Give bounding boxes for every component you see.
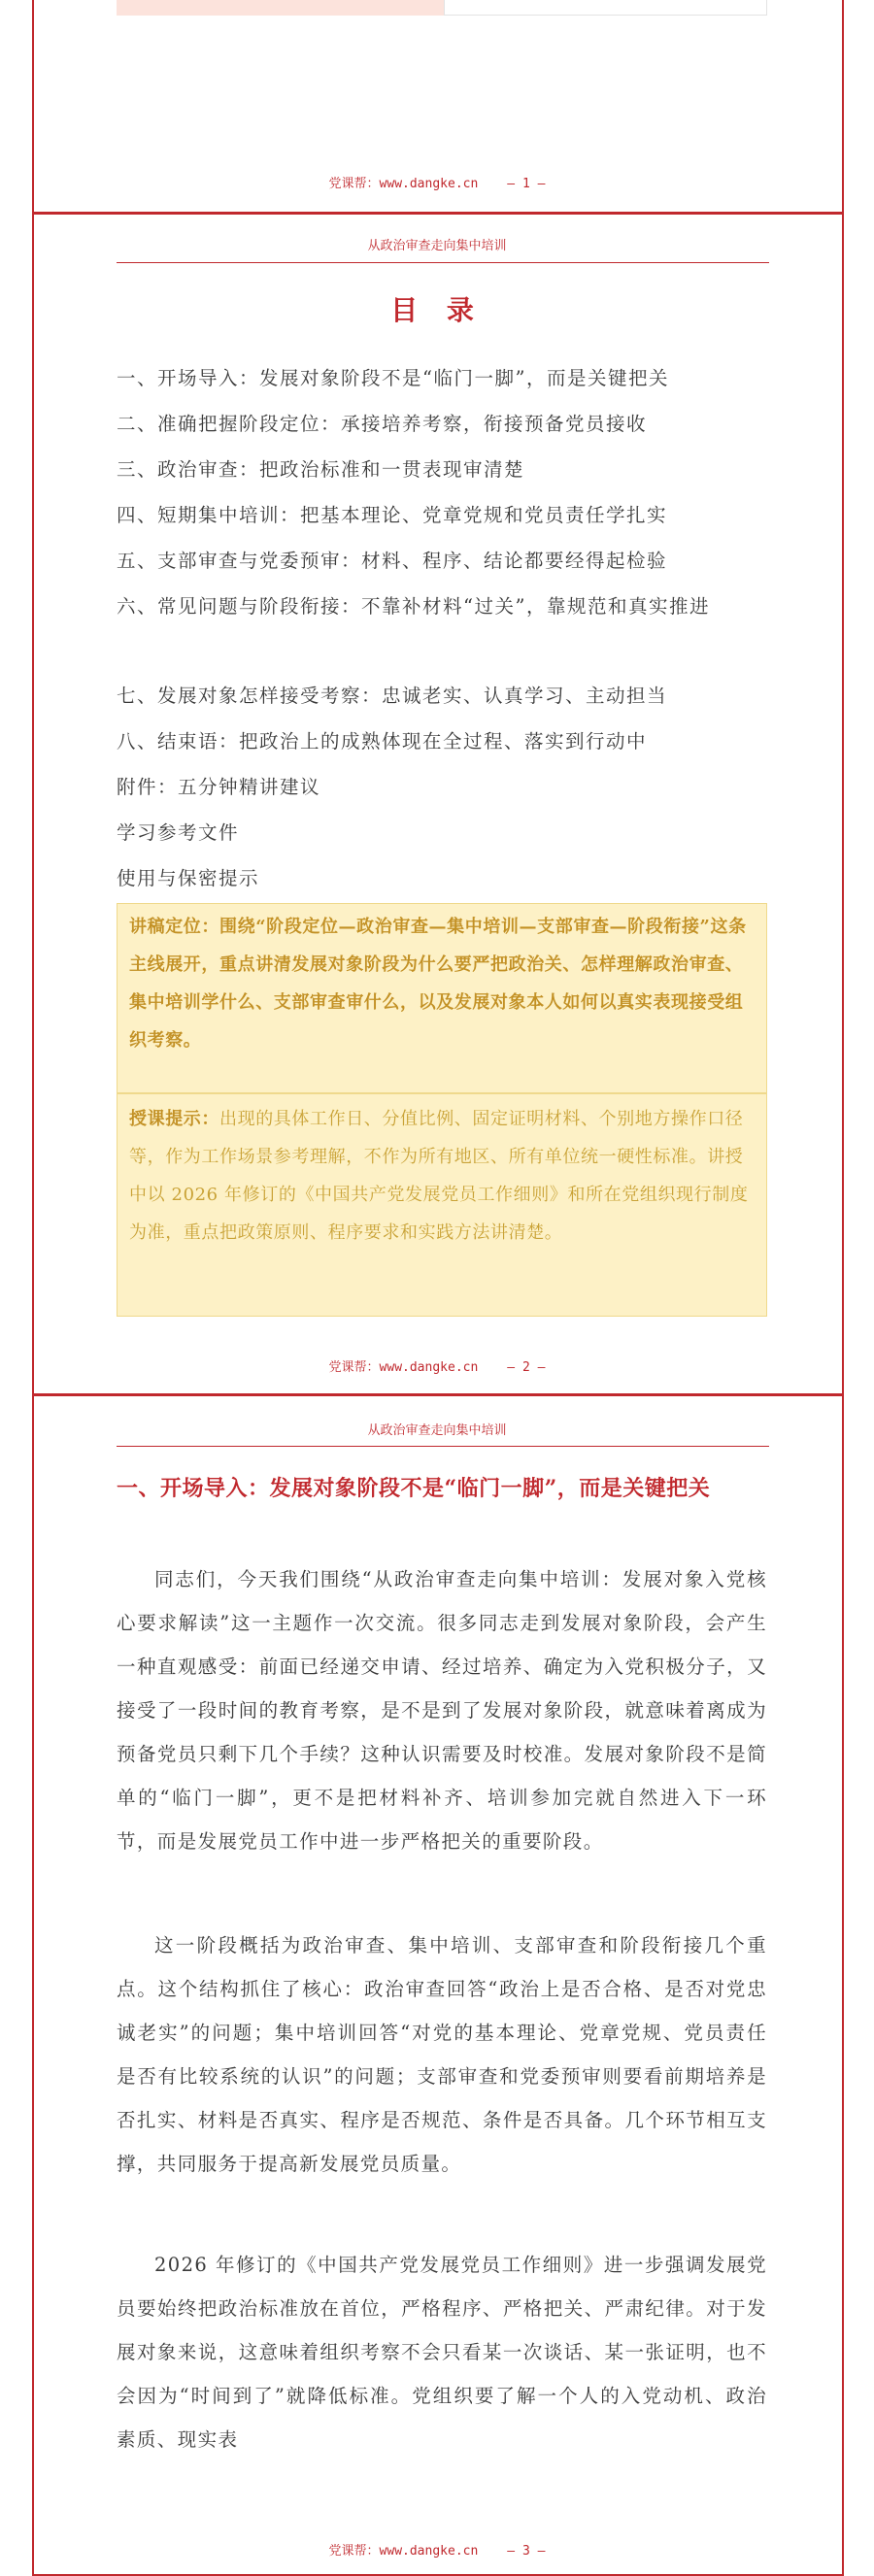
header-rule xyxy=(117,1446,769,1447)
page-footer xyxy=(0,1356,874,1375)
toc-title: 目 录 xyxy=(390,294,484,326)
toc-item[interactable]: 附件：五分钟精讲建议 xyxy=(117,776,321,798)
body-paragraph: 2026 年修订的《中国共产党发展党员工作细则》进一步强调发展党员要始终把政治标准放在首位，严格程序、严格把关、严肃纪律。对于发展对象来说，这意味着组织考察不会只看某一次谈话、某一张证明，也不会因为“时间到了”就降低标准。党组织要了解一个人的入党动机、政治素质、现实表 xyxy=(117,2254,767,2451)
running-header: 从政治审查走向集中培训 xyxy=(367,239,507,253)
footer-site: 党课帮：www.dangke.cn xyxy=(328,2544,479,2559)
toc-item[interactable]: 五、支部审查与党委预审：材料、程序、结论都要经得起检验 xyxy=(117,550,668,572)
body-paragraph: 同志们，今天我们围绕“从政治审查走向集中培训：发展对象入党核心要求解读”这一主题作一次交流。很多同志走到发展对象阶段，会产生一种直观感受：前面已经递交申请、经过培养、确定为入党积极分子，又接受了一段时间的教育考察，是不是到了发展对象阶段，就意味着离成为预备党员只剩下几个手续？这种认识需要及时校准。发展对象阶段不是简单的“临门一脚”，更不是把材料补齐、培训参加完就自然进入下一环节，而是发展党员工作中进一步严格把关的重要阶段。 xyxy=(117,1568,767,1853)
page-number: — 1 — xyxy=(507,177,546,191)
toc-item[interactable]: 七、发展对象怎样接受考察：忠诚老实、认真学习、主动担当 xyxy=(117,685,668,707)
lecture-positioning-note xyxy=(117,903,767,1093)
toc-item[interactable]: 一、开场导入：发展对象阶段不是“临门一脚”，而是关键把关 xyxy=(117,367,669,389)
note-text: 围绕“阶段定位—政治审查—集中培训—支部审查—阶段衔接”这条主线展开，重点讲清发展对象阶段为什么要严把政治关、怎样理解政治审查、集中培训学什么、支部审查审什么，以及发展对象本人如何以真实表现接受组织考察。 xyxy=(129,917,747,1051)
toc-item[interactable]: 使用与保密提示 xyxy=(117,867,260,889)
running-header: 从政治审查走向集中培训 xyxy=(367,1423,507,1438)
toc-item[interactable]: 四、短期集中培训：把基本理论、党章党规和党员责任学扎实 xyxy=(117,504,668,526)
footer-site: 党课帮：www.dangke.cn xyxy=(328,1360,479,1375)
note-text: 出现的具体工作日、分值比例、固定证明材料、个别地方操作口径等，作为工作场景参考理解，不作为所有地区、所有单位统一硬性标准。讲授中以 2026 年修订的《中国共产党发展党员工作细则》和所在党组织现行制度为准，重点把政策原则、程序要求和实践方法讲清楚。 xyxy=(129,1109,749,1243)
header-rule xyxy=(117,262,769,263)
toc-item[interactable]: 学习参考文件 xyxy=(117,821,240,844)
toc-item[interactable]: 六、常见问题与阶段衔接：不靠补材料“过关”，靠规范和真实推进 xyxy=(117,595,710,618)
cover-table-cell xyxy=(444,0,767,16)
note-label: 讲稿定位： xyxy=(129,917,219,937)
page-footer xyxy=(0,173,874,191)
page-number: — 2 — xyxy=(507,1360,546,1375)
cover-table-cell-shaded xyxy=(117,0,444,16)
page-number: — 3 — xyxy=(507,2544,546,2559)
toc-item[interactable]: 三、政治审查：把政治标准和一贯表现审清楚 xyxy=(117,458,525,481)
toc-item[interactable]: 二、准确把握阶段定位：承接培养考察，衔接预备党员接收 xyxy=(117,413,648,435)
note-label: 授课提示： xyxy=(129,1109,219,1129)
section-heading: 一、开场导入：发展对象阶段不是“临门一脚”，而是关键把关 xyxy=(117,1476,711,1501)
toc-item[interactable]: 八、结束语：把政治上的成熟体现在全过程、落实到行动中 xyxy=(117,730,648,753)
footer-site: 党课帮：www.dangke.cn xyxy=(328,177,479,191)
body-paragraph: 这一阶段概括为政治审查、集中培训、支部审查和阶段衔接几个重点。这个结构抓住了核心：政治审查回答“政治上是否合格、是否对党忠诚老实”的问题；集中培训回答“对党的基本理论、党章党规、党员责任是否有比较系统的认识”的问题；支部审查和党委预审则要看前期培养是否扎实、材料是否真实、程序是否规范、条件是否具备。几个环节相互支撑，共同服务于提高新发展党员质量。 xyxy=(117,1934,767,2175)
page-footer xyxy=(0,2540,874,2559)
teaching-tips-note xyxy=(117,1093,767,1317)
